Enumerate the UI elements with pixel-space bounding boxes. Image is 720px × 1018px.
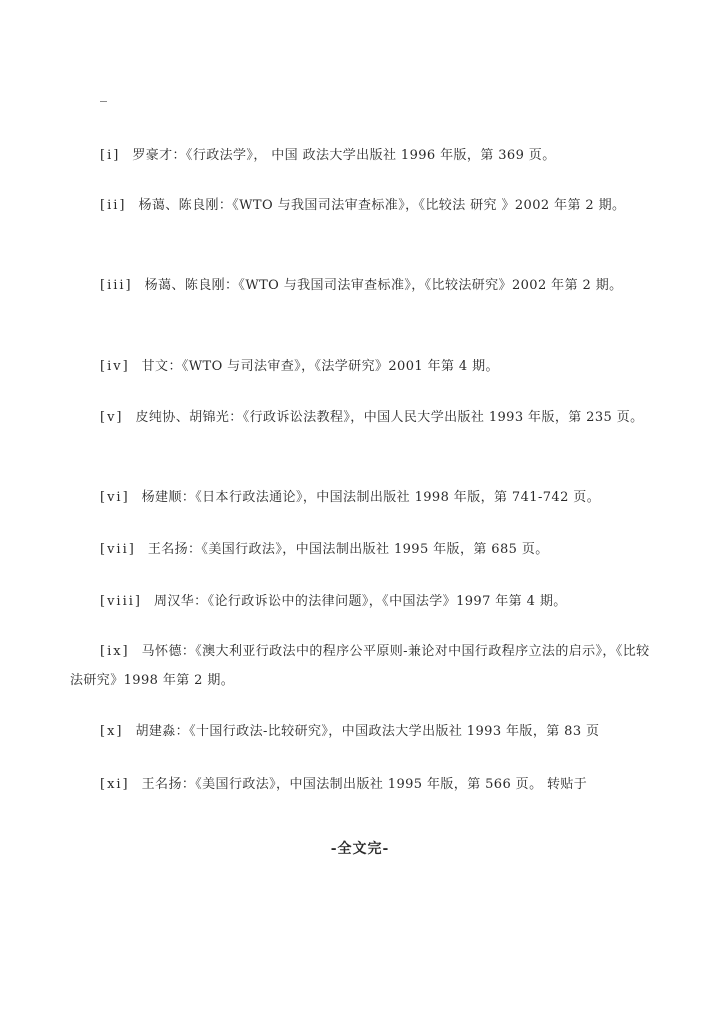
footnote-text: 甘文：《WTO 与司法审查》，《法学研究》2001 年第 4 期。: [141, 359, 499, 374]
footnote-marker[interactable]: [x]: [100, 724, 124, 739]
footnote-i: [70, 141, 650, 170]
footnote-text: 皮纯协、胡锦光：《行政诉讼法教程》，中国人民大学出版社 1993 年版，第 235 页。: [135, 410, 644, 425]
footnote-text: 周汉华：《论行政诉讼中的法律问题》，《中国法学》1997 年第 4 期。: [153, 594, 567, 609]
footnote-text: 杨蔼、陈良刚：《WTO 与我国司法审查标准》，《比较法研究》2002 年第 2 期。: [144, 278, 623, 293]
footnote-marker[interactable]: [iv]: [100, 359, 130, 374]
footnote-text: 王名扬：《美国行政法》，中国法制出版社 1995 年版，第 685 页。: [147, 542, 549, 557]
end-of-text-mark: -全文完-: [330, 841, 390, 857]
footnote-iii: [70, 271, 650, 300]
footnote-vii: [70, 535, 650, 564]
footnote-iv: [70, 352, 650, 381]
footnote-marker[interactable]: [vi]: [100, 490, 130, 505]
footnote-marker[interactable]: [v]: [100, 410, 124, 425]
footnote-x: [70, 717, 650, 746]
footnote-xi: [70, 770, 650, 799]
footnote-ii: [70, 191, 650, 220]
footnote-text: 杨建顺：《日本行政法通论》，中国法制出版社 1998 年版，第 741-742 页。: [141, 490, 601, 505]
footnote-text: 王名扬：《美国行政法》，中国法制出版社 1995 年版，第 566 页。 转贴于: [141, 777, 588, 792]
footnote-text: 罗豪才：《行政法学》， 中国 政法大学出版社 1996 年版，第 369 页。: [132, 148, 556, 163]
footnote-text: 马怀德：《澳大利亚行政法中的程序公平原则-兼论对中国行政程序立法的启示》，《比较法研究》1998 年第 2 期。: [70, 644, 650, 688]
footnote-separator: [100, 101, 107, 102]
footnote-marker[interactable]: [ix]: [100, 644, 130, 659]
footnote-text: 杨蔼、陈良刚：《WTO 与我国司法审查标准》，《比较法 研究 》2002 年第 2 期。: [138, 198, 626, 213]
footnote-marker[interactable]: [ii]: [100, 198, 127, 213]
footnote-vi: [70, 483, 650, 512]
footnote-text: 胡建淼：《十国行政法-比较研究》，中国政法大学出版社 1993 年版，第 83 页: [135, 724, 600, 739]
footnote-v: [70, 403, 650, 432]
footnote-ix: [70, 637, 650, 695]
footnote-viii: [70, 587, 650, 616]
footnote-marker[interactable]: [vii]: [100, 542, 136, 557]
footnote-marker[interactable]: [viii]: [100, 594, 142, 609]
footnote-marker[interactable]: [iii]: [100, 278, 133, 293]
footnote-marker[interactable]: [i]: [100, 148, 121, 163]
footnote-marker[interactable]: [xi]: [100, 777, 130, 792]
